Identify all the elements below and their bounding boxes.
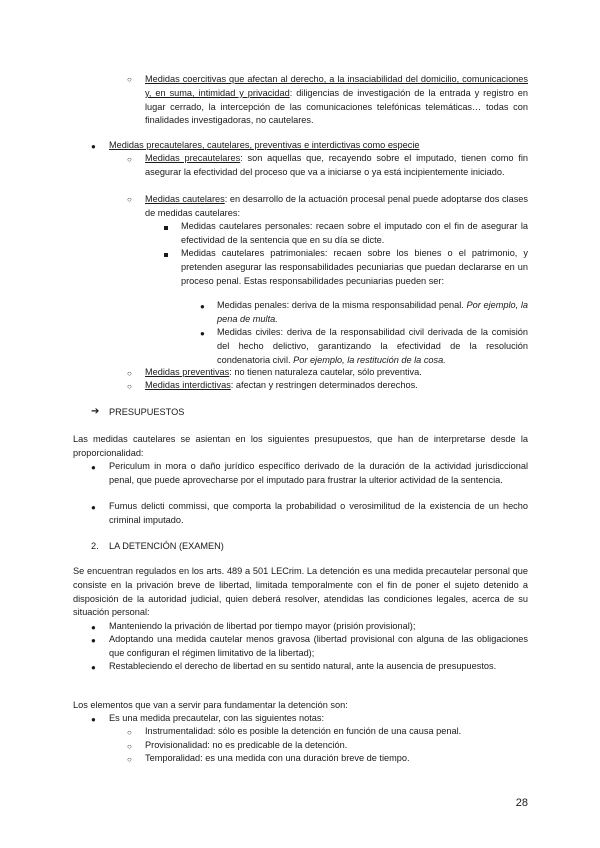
text-cautelares-patrimoniales: Medidas cautelares patrimoniales: recaen sobre los bienes o el patrimonio, y pretenden asegurar las responsabilidades pecuniarias que puedan declararse en un proceso penal. Estas responsabilidades pecuniarias pueden ser:: [181, 248, 528, 286]
paragraph-elementos: [73, 699, 528, 713]
dot-bullet-icon: ●: [91, 715, 96, 724]
paragraph-cautelares-patrimoniales: [181, 247, 528, 288]
dot-bullet-icon: ●: [91, 623, 96, 632]
text-instrumentalidad: Instrumentalidad: sólo es posible la detención en función de una causa penal.: [145, 726, 462, 736]
text-cautelares: : en desarrollo de la actuación procesal penal puede adoptarse dos clases de medidas cautelares:: [145, 194, 528, 218]
square-bullet-icon: [164, 253, 168, 257]
circle-bullet-icon: ○: [127, 742, 132, 751]
paragraph-cautelares: [145, 193, 528, 221]
paragraph-medidas-civiles: [217, 326, 528, 367]
text-medidas-civiles: Medidas civiles: deriva de la responsabilidad civil derivada de la comisión del hecho delictivo, garantizando la efectividad de la resolución condenatoria civil.: [217, 327, 528, 365]
paragraph-manteniendo: [109, 620, 528, 634]
paragraph-medidas-penales: [217, 299, 528, 327]
heading-presupuestos: [109, 406, 409, 420]
text-preventivas: : no tienen naturaleza cautelar, sólo preventiva.: [229, 367, 422, 377]
text-manteniendo: Manteniendo la privación de libertad por tiempo mayor (prisión provisional);: [109, 621, 416, 631]
term-cautelares: Medidas cautelares: [145, 194, 225, 204]
arrow-right-icon: ➔: [91, 406, 100, 417]
term-interdictivas: Medidas interdictivas: [145, 380, 231, 390]
text-fumus: Fumus delicti commissi, que comporta la probabilidad o verosimilitud de la existencia de un hecho criminal imputado.: [109, 501, 528, 525]
paragraph-restableciendo: [109, 660, 528, 674]
paragraph-interdictivas: [145, 379, 528, 393]
section-number: [91, 540, 111, 554]
text-periculum: Periculum in mora o daño jurídico específico derivado de la duración de la actividad jurisdiccional penal, que puede aprovecharse por el imputado para frustrar la ulterior actividad de la sentencia.: [109, 461, 528, 485]
heading-medidas-especie: [109, 139, 528, 153]
text-coercitivas: : diligencias de investigación de la entrada y registro en lugar cerrado, la intercepción de las comunicaciones telefónicas telemáticas… todas con finalidades investigadoras, no cautelares.: [145, 87, 528, 126]
paragraph-periculum: [109, 460, 528, 488]
dot-bullet-icon: ●: [91, 636, 96, 645]
page-number: 28: [515, 797, 528, 809]
paragraph-presupuestos-intro: [73, 433, 528, 461]
text-medidas-penales: Medidas penales: deriva de la misma responsabilidad penal.: [217, 300, 467, 310]
dot-bullet-icon: ●: [200, 329, 205, 338]
paragraph-adoptando: [109, 633, 528, 661]
dot-bullet-icon: ●: [91, 463, 96, 472]
heading-detencion: [109, 540, 409, 554]
paragraph-instrumentalidad: [145, 725, 528, 739]
term-coercitivas: Medidas coercitivas que afectan al derecho, a la insaciabilidad del domicilio, comunicaciones y, en suma, intimidad y privacidad: [145, 74, 528, 98]
circle-bullet-icon: ○: [127, 728, 132, 737]
paragraph-precautelares: [145, 152, 528, 180]
text-detencion-intro: Se encuentran regulados en los arts. 489 a 501 LECrim. La detención es una medida precautelar personal que consiste en la privación breve de libertad, limitada temporalmente con el fin de poner el sujeto detenido a disposición de la autoridad judicial, quien deberá resolver, atendidas las condiciones legales, acerca de su situación personal:: [73, 566, 528, 618]
circle-bullet-icon: ○: [127, 195, 132, 204]
paragraph-temporalidad: [145, 752, 528, 766]
text-interdictivas: : afectan y restringen determinados derechos.: [230, 380, 418, 390]
example-medidas-penales: Por ejemplo, la pena de multa.: [217, 300, 529, 324]
text-temporalidad: Temporalidad: es una medida con una duración breve de tiempo.: [145, 753, 410, 763]
text-presupuestos-intro: Las medidas cautelares se asientan en los siguientes presupuestos, que han de interpretarse desde la proporcionalidad:: [73, 434, 528, 458]
heading-presupuestos-text: PRESUPUESTOS: [109, 407, 185, 417]
circle-bullet-icon: ○: [127, 155, 132, 164]
paragraph-coercitivas: [145, 73, 528, 128]
dot-bullet-icon: ●: [91, 142, 96, 151]
circle-bullet-icon: ○: [127, 75, 132, 84]
paragraph-medida-precautelar: [109, 712, 528, 726]
paragraph-detencion-intro: [73, 565, 528, 620]
text-adoptando: Adoptando una medida cautelar menos gravosa (libertad provisional con alguna de las obligaciones que configuran el régimen limitativo de la libertad);: [109, 634, 528, 658]
circle-bullet-icon: ○: [127, 382, 132, 391]
paragraph-cautelares-personales: [181, 220, 528, 248]
text-restableciendo: Restableciendo el derecho de libertad en su sentido natural, ante la ausencia de presupuestos.: [109, 661, 497, 671]
text-medida-precautelar: Es una medida precautelar, con las siguientes notas:: [109, 713, 325, 723]
dot-bullet-icon: ●: [91, 663, 96, 672]
heading-detencion-text: LA DETENCIÓN (EXAMEN): [109, 541, 224, 551]
circle-bullet-icon: ○: [127, 755, 132, 764]
text-elementos: Los elementos que van a servir para fundamentar la detención son:: [73, 700, 348, 710]
section-number-text: 2.: [91, 541, 99, 551]
example-medidas-civiles: Por ejemplo, la restitución de la cosa.: [293, 354, 446, 365]
paragraph-fumus: [109, 500, 528, 528]
text-precautelares: : son aquellas que, recayendo sobre el imputado, tienen como fin asegurar la efectividad del proceso que va a iniciarse o ya está incipientemente iniciado.: [145, 153, 528, 177]
text-cautelares-personales: Medidas cautelares personales: recaen sobre el imputado con el fin de asegurar la efectividad de la sentencia que en su día se dicte.: [181, 221, 528, 245]
dot-bullet-icon: ●: [200, 302, 205, 311]
term-precautelares: Medidas precautelares: [145, 153, 241, 163]
text-provisionalidad: Provisionalidad: no es predicable de la detención.: [145, 740, 348, 750]
heading-text: Medidas precautelares, cautelares, preventivas e interdictivas como especie: [109, 140, 420, 150]
square-bullet-icon: [164, 226, 168, 230]
term-preventivas: Medidas preventivas: [145, 367, 230, 377]
paragraph-provisionalidad: [145, 739, 528, 753]
paragraph-preventivas: [145, 366, 528, 380]
dot-bullet-icon: ●: [91, 503, 96, 512]
circle-bullet-icon: ○: [127, 369, 132, 378]
